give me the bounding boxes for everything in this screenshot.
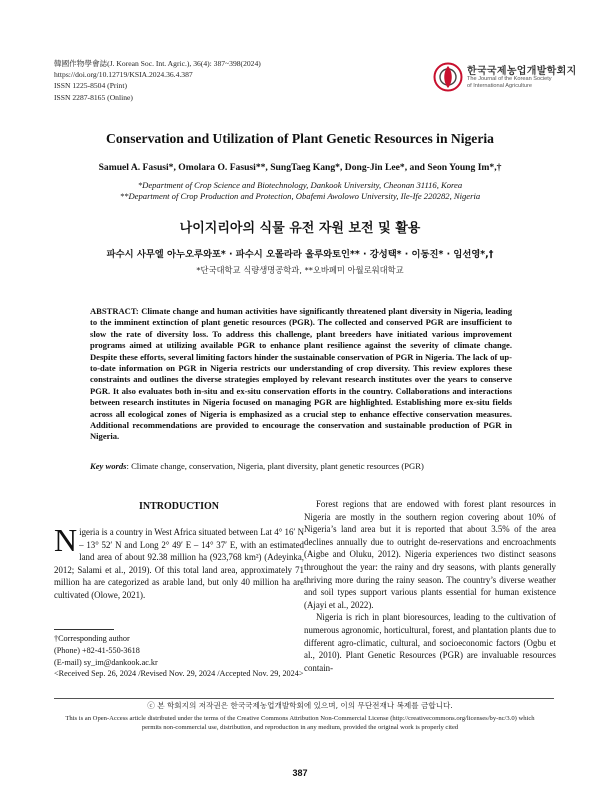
issn-online: ISSN 2287-8165 (Online) (54, 92, 133, 102)
abstract-text: Climate change and human activities have significantly threatened plant diversity in Nigeria, leading to the imminent extinction of plant genetic resources (PGR). The collected and conserved PGR are insufficient to slow the rate of diversity loss. To address this challenge, plant breeders have initiated various improvement programs aimed at utilizing available PGR to enhance plant resilience against the severity of climate change. Despite these efforts, several limiting factors hinder the sustainable conservation of PGR in Nigeria. The lack of up-to-date information on PGR in Nigeria restricts our understanding of crop diversity. This review explores these constraints and outlines the diverse strategies employed by relevant research institutes over the years to conserve PGR. It also evaluates both in-situ and ex-situ conservation efforts in the country. Collaborations and interactions between research institutes in Nigeria focused on managing PGR are highlighted. Establishing more ex-situ fields across all ecological zones of Nigeria is emphasized as a crucial step to enhance effective conservation measures. Additional recommendations are provided to encourage the conservation and sustainable production of PGR in Nigeria. (90, 306, 512, 442)
author-phone: (Phone) +82-41-550-3618 (54, 645, 140, 655)
keywords (90, 461, 520, 471)
abstract-label: ABSTRACT: (90, 306, 139, 316)
society-emblem-icon (433, 62, 463, 92)
introduction-heading: INTRODUCTION (138, 501, 219, 512)
copyright-notice: ⓒ 본 학회지의 저작권은 한국국제농업개발학회에 있으며, 이의 무단전재나 복제를 금합니다. (147, 701, 453, 710)
license-notice: This is an Open-Access article distributed under the terms of the Creative Commons Attribution Non-Commercial License (http://creativecommons.org/licenses/by-nc/3.0) which permits non-commercial use, distribution, and reproduction in any medium, provided the original work is properly cited (65, 715, 535, 731)
intro-paragraph-right-2: Nigeria is rich in plant bioresources, leading to the cultivation of numerous agronomic, horticultural, forest, and plantation plants due to different agro-climatic, cultural, and socioeconomic factors (Ogbu et al., 2010). Plant Genetic Resources (PGR) are invaluable resources contain- (304, 612, 556, 673)
affiliation-1: *Department of Crop Science and Biotechnology, Dankook University, Cheonan 31116, Korea (137, 180, 463, 190)
intro-paragraph-left: Nigeria is a country in West Africa situated between Lat 4° 16′ N – 13° 52′ N and Long 2° 49′ E – 14° 37′ E, with an estimated land area of about 92.38 million ha (923,768 km²) (Adeyinka, 2012; Salami et al., 2019). Of this total land area, approximately 71 million ha are categorized as arable land, but only 40 million ha are cultivated (Olowe, 2021). (54, 522, 304, 600)
journal-metadata (54, 58, 261, 103)
society-name-korean: 한국국제농업개발학회지 (467, 66, 577, 77)
society-logo (433, 60, 577, 94)
author-list: Samuel A. Fasusi*, Omolara O. Fasusi**, SungTaeg Kang*, Dong-Jin Lee*, and Seon Young Im*,† (98, 162, 502, 173)
drop-cap: N (54, 522, 78, 558)
keywords-text: : Climate change, conservation, Nigeria, plant diversity, plant genetic resources (PGR) (126, 461, 424, 471)
korean-title: 나이지리아의 식물 유전 자원 보전 및 활용 (179, 221, 421, 236)
corresponding-author: †Corresponding author (54, 634, 130, 643)
affiliations (0, 180, 600, 202)
abstract (90, 306, 512, 443)
keywords-label: Key words (90, 461, 127, 471)
footer-divider (54, 698, 554, 699)
right-column (304, 498, 556, 674)
footnote-divider (54, 629, 114, 630)
intro-paragraph-right-1: Forest regions that are endowed with forest plant resources in Nigeria are mostly in the southern region covering about 10% of Nigeria’s land area but it is reported that about 3.5% of the area declines annually due to outright de-reservations and encroachments (Aigbe and Oluku, 2012). Nigeria experiences two distinct seasons throughout the year: the rainy and dry seasons, with plants generally thriving more during the rainy season. The country’s diverse weather and soil types support various plants essential for human existence (Ajayi et al., 2022). (304, 499, 556, 610)
issn-print: ISSN 1225-8504 (Print) (54, 81, 127, 91)
korean-author-list: 파수시 사무엘 아누오루와포* · 파수시 오몰라라 올루와토인** · 강성택* · 이동진* · 임선영*,† (106, 249, 494, 260)
affiliation-2: **Department of Crop Production and Protection, Obafemi Awolowo University, Ile-Ife 220282, Nigeria (119, 191, 481, 201)
paper-title: Conservation and Utilization of Plant Genetic Resources in Nigeria (106, 131, 494, 146)
footnote (54, 633, 304, 680)
doi-link[interactable]: https://doi.org/10.12719/KSIA.2024.36.4.387 (54, 70, 193, 80)
author-email[interactable]: (E-mail) sy_im@dankook.ac.kr (54, 657, 158, 667)
citation-line: 韓國作物學會誌(J. Korean Soc. Int. Agric.), 36(4): 387~398(2024) (54, 59, 261, 68)
society-name-english: The Journal of the Korean Society of International Agriculture (467, 76, 552, 89)
left-column (54, 522, 304, 602)
manuscript-dates: <Received Sep. 26, 2024 /Revised Nov. 29, 2024 /Accepted Nov. 29, 2024> (54, 669, 304, 679)
korean-affiliations: *단국대학교 식량생명공학과, **오바페미 아월로워대학교 (196, 265, 404, 275)
page-number: 387 (292, 768, 308, 778)
